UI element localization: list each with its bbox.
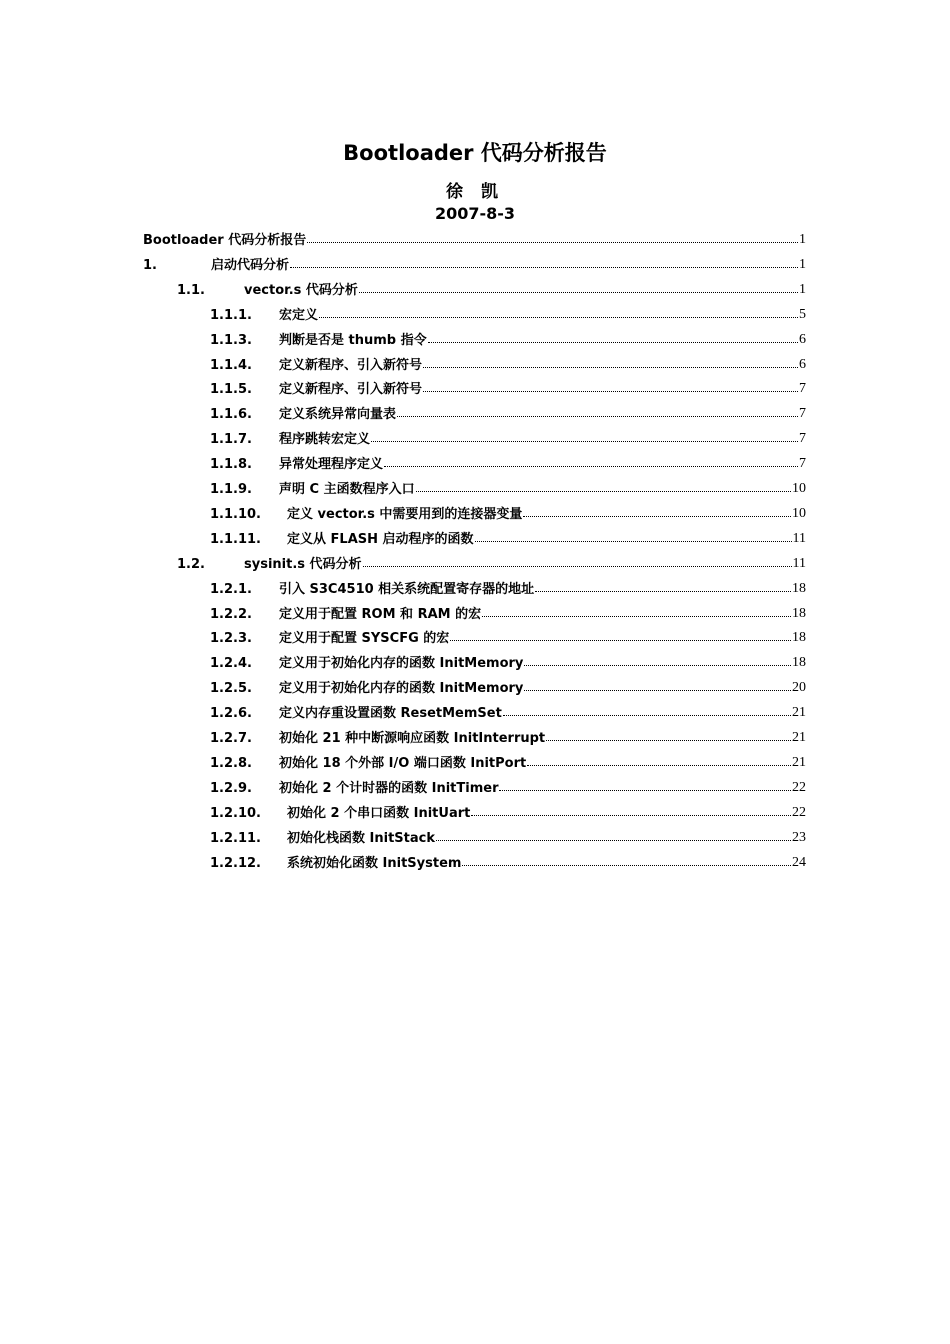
toc-entry-number: 1.1.7.: [210, 432, 252, 448]
toc-entry-label: 程序跳转宏定义: [279, 432, 371, 448]
toc-entry[interactable]: [210, 749, 806, 771]
toc-entry[interactable]: [210, 425, 806, 447]
toc-entry-label: 定义用于初始化内存的函数 InitMemory: [279, 681, 524, 697]
dot-leader: [384, 466, 798, 467]
toc-entry-page-number: 21: [792, 754, 806, 770]
toc-entry[interactable]: [177, 550, 806, 572]
toc-entry-page-number: 6: [799, 356, 806, 372]
toc-entry-label: 判断是否是 thumb 指令: [279, 332, 427, 348]
toc-entry-number: 1.2.6.: [210, 706, 252, 722]
dot-leader: [535, 591, 791, 592]
toc-entry[interactable]: [143, 226, 806, 248]
dot-leader: [523, 516, 791, 517]
toc-entry-label: 宏定义: [279, 307, 319, 323]
toc-entry-label: 定义新程序、引入新符号: [279, 382, 423, 398]
toc-entry-page-number: 7: [799, 431, 806, 447]
toc-entry-label: 定义用于配置 ROM 和 RAM 的宏: [279, 606, 482, 622]
toc-entry-page-number: 7: [799, 456, 806, 472]
toc-entry[interactable]: [143, 251, 806, 273]
toc-entry-number: 1.1.: [177, 282, 205, 298]
toc-entry-number: 1.2.3.: [210, 631, 252, 647]
dot-leader: [499, 790, 791, 791]
toc-entry[interactable]: [210, 824, 806, 846]
toc-entry-number: 1.: [143, 257, 157, 273]
toc-entry[interactable]: [210, 475, 806, 497]
toc-entry-number: 1.2.12.: [210, 855, 261, 871]
dot-leader: [482, 616, 791, 617]
toc-entry[interactable]: [210, 525, 806, 547]
toc-entry-page-number: 1: [799, 232, 806, 247]
toc-entry-page-number: 22: [792, 804, 806, 820]
dot-leader: [524, 665, 791, 666]
dot-leader: [423, 391, 798, 392]
dot-leader: [307, 242, 798, 243]
toc-entry[interactable]: [210, 624, 806, 646]
toc-entry-number: 1.2.9.: [210, 780, 252, 796]
toc-entry-label: 定义内存重设置函数 ResetMemSet: [279, 706, 502, 722]
toc-entry[interactable]: [210, 326, 806, 348]
dot-leader: [503, 715, 791, 716]
toc-entry-page-number: 10: [792, 481, 806, 496]
toc-entry-label: vector.s 代码分析: [244, 282, 358, 298]
dot-leader: [416, 491, 791, 492]
dot-leader: [546, 740, 791, 741]
toc-entry-page-number: 20: [792, 680, 806, 696]
toc-entry-number: 1.1.3.: [210, 332, 252, 348]
toc-entry[interactable]: [210, 301, 806, 323]
toc-entry[interactable]: [210, 375, 806, 397]
toc-entry-page-number: 21: [792, 730, 806, 745]
toc-entry-page-number: 18: [792, 605, 806, 621]
dot-leader: [450, 640, 791, 641]
toc-entry-page-number: 23: [792, 829, 806, 845]
toc-entry-number: 1.2.4.: [210, 656, 252, 672]
toc-entry-label: 初始化 21 种中断源响应函数 InitInterrupt: [279, 731, 546, 746]
toc-entry-page-number: 11: [792, 555, 806, 571]
toc-entry-page-number: 18: [792, 655, 806, 671]
toc-entry-number: 1.2.8.: [210, 755, 252, 771]
dot-leader: [462, 865, 791, 866]
toc-entry-number: 1.2.: [177, 556, 205, 572]
dot-leader: [475, 541, 792, 542]
dot-leader: [428, 342, 798, 343]
toc-entry-label: 初始化 2 个串口函数 InitUart: [287, 805, 471, 821]
dot-leader: [524, 690, 791, 691]
toc-entry-label: 声明 C 主函数程序入口: [279, 482, 415, 497]
dot-leader: [527, 765, 791, 766]
toc-entry[interactable]: [210, 724, 806, 746]
toc-entry-page-number: 6: [799, 331, 806, 347]
toc-entry-number: 1.2.7.: [210, 731, 252, 746]
toc-entry-label: sysinit.s 代码分析: [244, 556, 362, 572]
toc-entry-label: Bootloader 代码分析报告: [143, 233, 307, 248]
toc-entry[interactable]: [177, 276, 806, 298]
toc-entry-number: 1.1.9.: [210, 482, 252, 497]
toc-entry-page-number: 7: [799, 381, 806, 397]
toc-entry-page-number: 5: [799, 306, 806, 322]
toc-entry-number: 1.1.1.: [210, 307, 252, 323]
toc-entry-number: 1.2.5.: [210, 681, 252, 697]
toc-entry[interactable]: [210, 500, 806, 522]
toc-entry[interactable]: [210, 699, 806, 721]
toc-entry[interactable]: [210, 600, 806, 622]
toc-entry-label: 初始化栈函数 InitStack: [287, 830, 435, 846]
toc-entry-label: 异常处理程序定义: [279, 457, 384, 473]
toc-entry-page-number: 24: [792, 854, 806, 870]
dot-leader: [471, 815, 791, 816]
toc-entry[interactable]: [210, 400, 806, 422]
toc-entry[interactable]: [210, 575, 806, 597]
toc-entry-page-number: 18: [792, 630, 806, 646]
toc-entry-number: 1.2.2.: [210, 606, 252, 622]
dot-leader: [363, 566, 792, 567]
toc-entry-label: 定义用于配置 SYSCFG 的宏: [279, 631, 450, 647]
toc-entry[interactable]: [210, 674, 806, 696]
toc-entry-number: 1.1.11.: [210, 531, 261, 547]
toc-entry-page-number: 22: [792, 779, 806, 795]
toc-entry-page-number: 1: [799, 281, 806, 297]
toc-entry-label: 初始化 2 个计时器的函数 InitTimer: [279, 780, 499, 796]
toc-entry-number: 1.2.1.: [210, 581, 252, 597]
dot-leader: [290, 267, 798, 268]
dot-leader: [436, 840, 791, 841]
dot-leader: [319, 317, 798, 318]
document-author: 徐 凯: [446, 182, 504, 202]
dot-leader: [397, 416, 798, 417]
toc-entry[interactable]: [210, 849, 806, 871]
toc-entry-number: 1.2.11.: [210, 830, 261, 846]
toc-entry-number: 1.2.10.: [210, 805, 261, 821]
toc-entry-label: 定义从 FLASH 启动程序的函数: [287, 531, 474, 547]
toc-entry-page-number: 21: [792, 705, 806, 721]
toc-entry-label: 定义系统异常向量表: [279, 407, 397, 423]
dot-leader: [423, 367, 798, 368]
toc-entry-label: 启动代码分析: [211, 257, 290, 273]
dot-leader: [359, 292, 798, 293]
toc-entry-label: 定义 vector.s 中需要用到的连接器变量: [287, 506, 523, 522]
toc-entry-page-number: 10: [792, 505, 806, 521]
toc-entry-label: 定义新程序、引入新符号: [279, 357, 423, 373]
toc-entry-page-number: 7: [799, 406, 806, 422]
toc-entry[interactable]: [210, 649, 806, 671]
toc-entry-label: 系统初始化函数 InitSystem: [287, 855, 462, 871]
toc-entry-number: 1.1.6.: [210, 407, 252, 423]
toc-entry[interactable]: [210, 774, 806, 796]
toc-entry-label: 定义用于初始化内存的函数 InitMemory: [279, 656, 524, 672]
toc-entry-number: 1.1.4.: [210, 357, 252, 373]
toc-entry-label: 初始化 18 个外部 I/O 端口函数 InitPort: [279, 755, 527, 771]
toc-entry-label: 引入 S3C4510 相关系统配置寄存器的地址: [279, 581, 535, 597]
toc-entry-page-number: 1: [799, 256, 806, 272]
document-date: 2007-8-3: [434, 204, 516, 223]
toc-entry-page-number: 18: [792, 580, 806, 596]
toc-entry-number: 1.1.10.: [210, 506, 261, 522]
dot-leader: [371, 441, 798, 442]
toc-entry-number: 1.1.5.: [210, 382, 252, 398]
toc-entry[interactable]: [210, 351, 806, 373]
document-title: Bootloader 代码分析报告: [343, 141, 607, 165]
toc-entry-page-number: 11: [792, 530, 806, 546]
toc-entry[interactable]: [210, 799, 806, 821]
toc-entry-number: 1.1.8.: [210, 457, 252, 473]
toc-entry[interactable]: [210, 450, 806, 472]
